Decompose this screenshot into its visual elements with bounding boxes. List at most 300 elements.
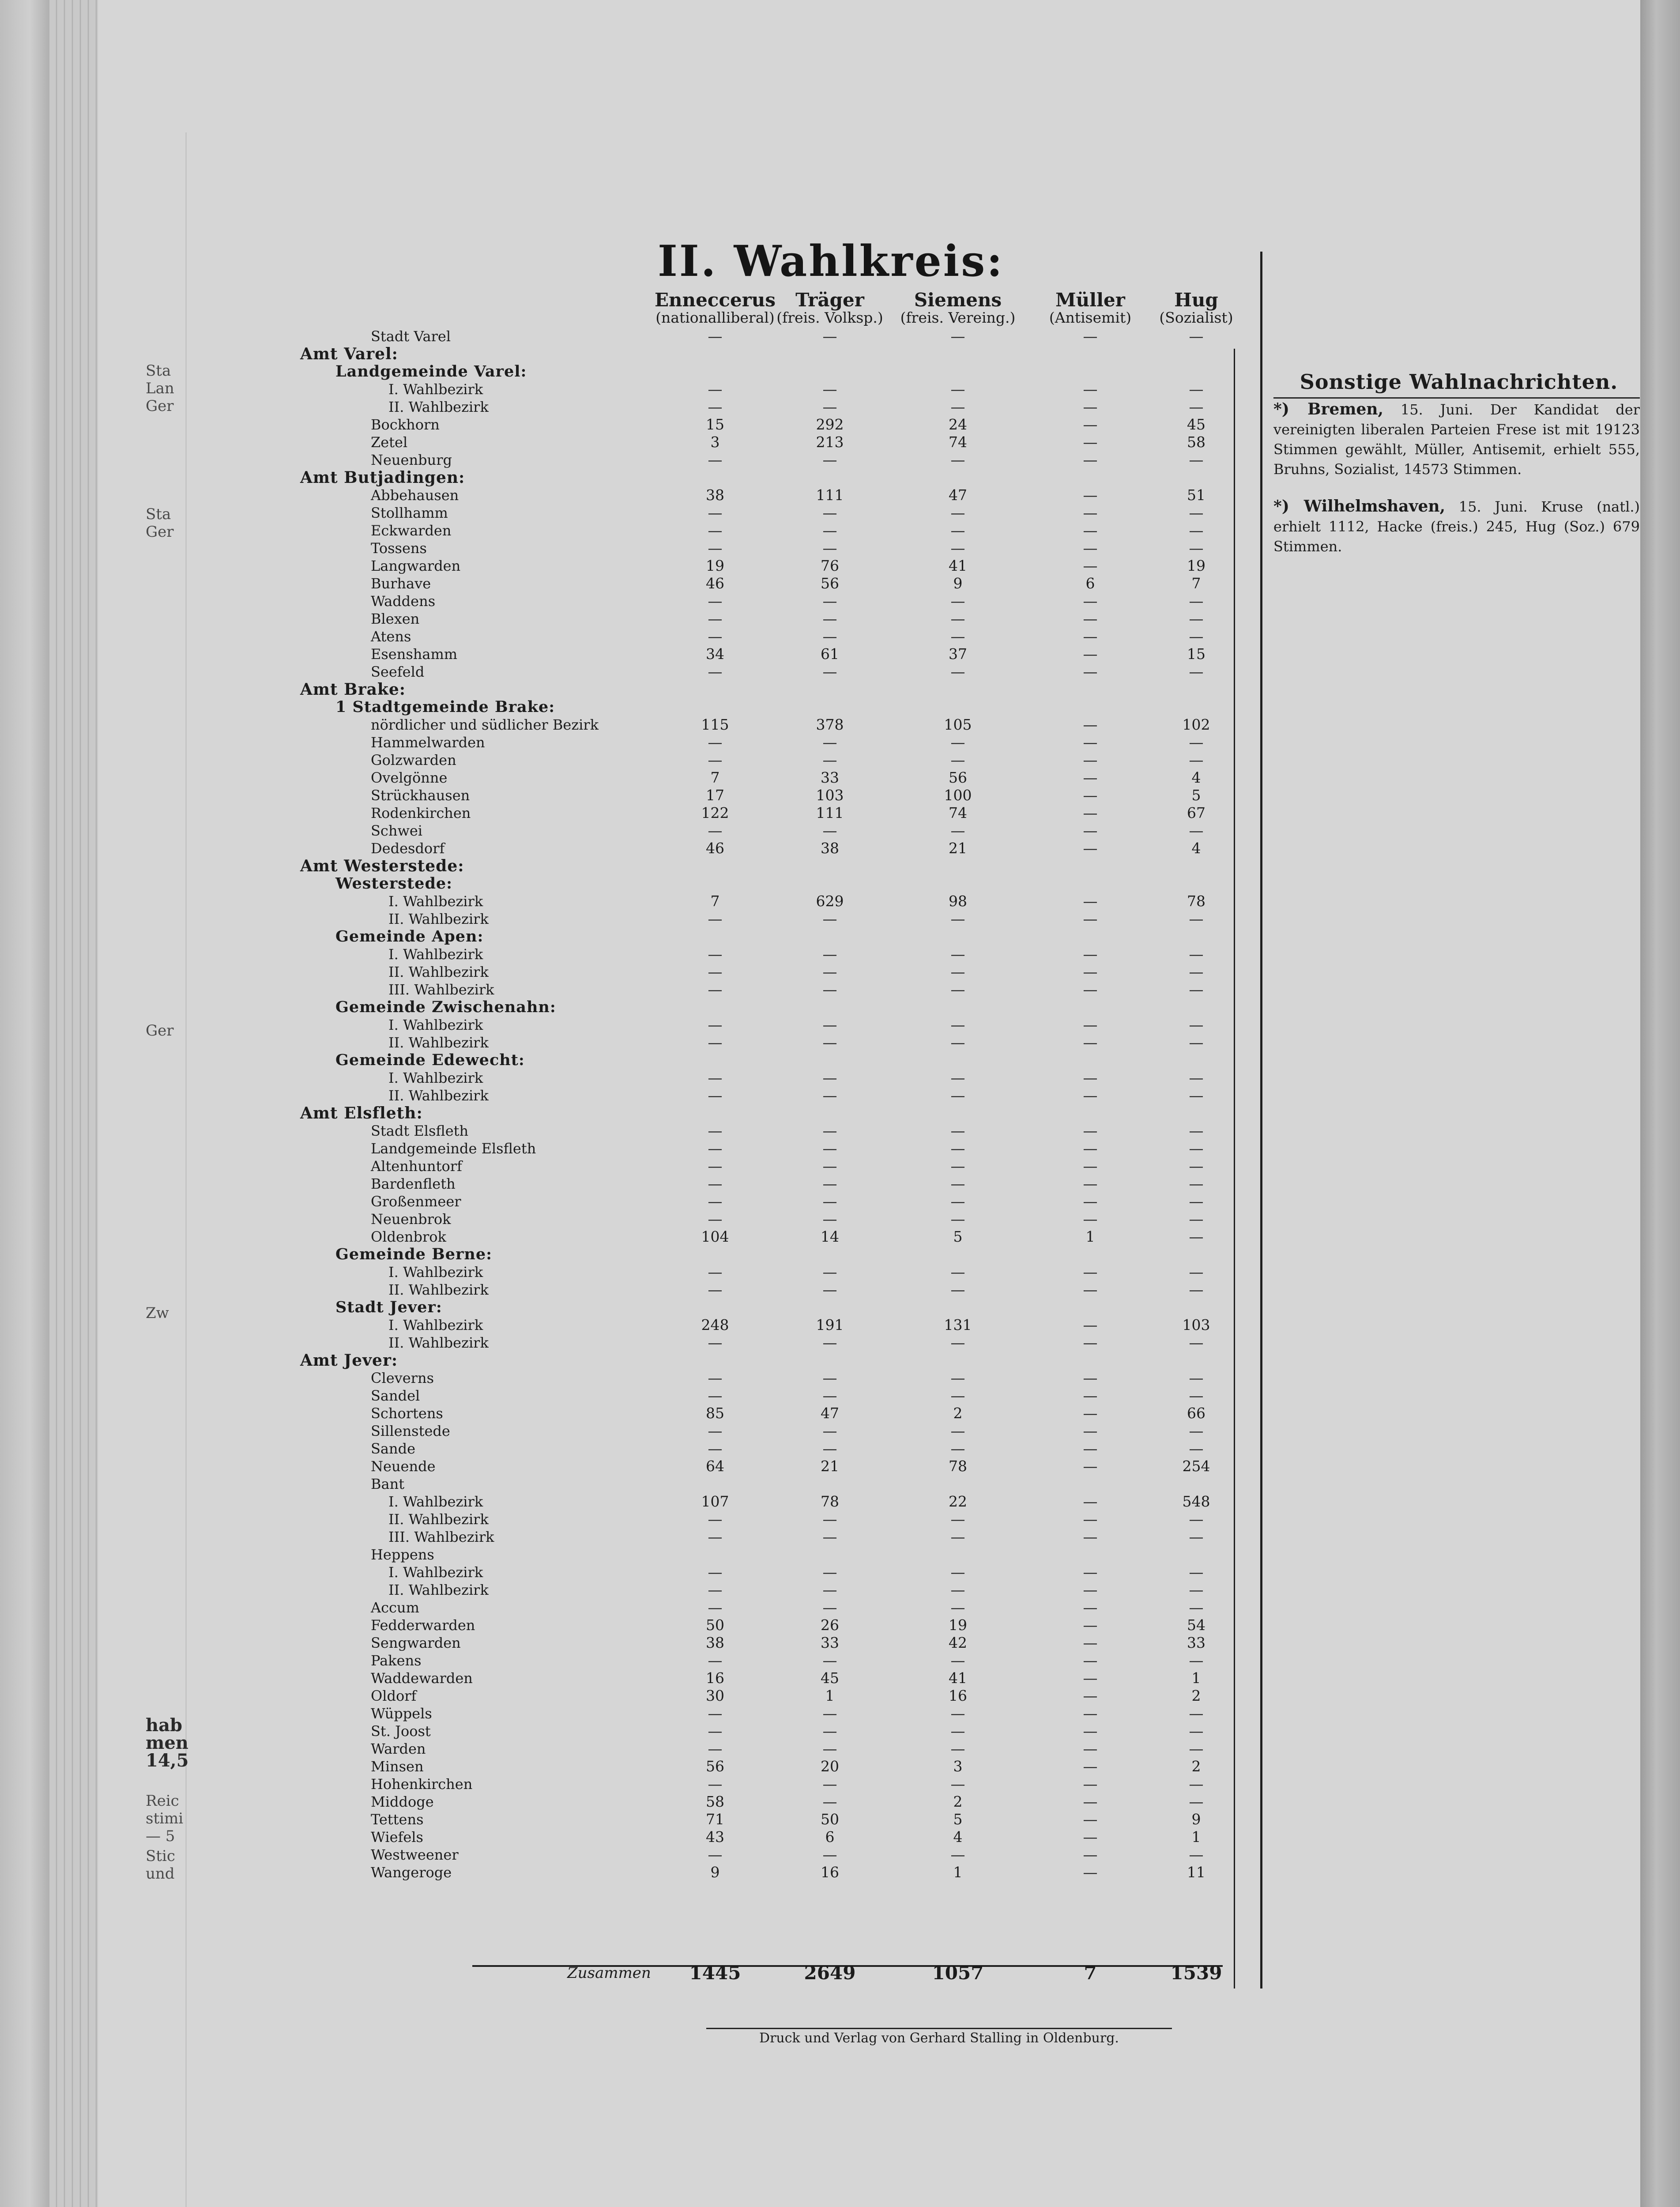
row-label: Gemeinde Edewecht: xyxy=(335,1051,525,1069)
table-row xyxy=(0,1069,1245,1087)
vote-cell: — xyxy=(708,751,723,768)
candidate-name: Träger xyxy=(795,289,864,311)
vote-cell: — xyxy=(822,1422,837,1439)
vote-cell: — xyxy=(822,1263,837,1281)
vote-cell: — xyxy=(1083,1458,1098,1475)
vote-cell: — xyxy=(1083,981,1098,998)
table-row xyxy=(0,663,1245,681)
vote-cell: — xyxy=(950,663,965,680)
vote-cell: — xyxy=(1189,1705,1204,1722)
vote-cell: — xyxy=(1189,1740,1204,1757)
vote-cell: 378 xyxy=(816,716,844,733)
vote-cell: 47 xyxy=(821,1405,839,1422)
vote-cell: — xyxy=(1189,1369,1204,1386)
row-label: Stadt Jever: xyxy=(335,1298,442,1316)
vote-cell: 50 xyxy=(821,1811,839,1828)
row-label: Fedderwarden xyxy=(371,1617,475,1634)
vote-cell: — xyxy=(950,1016,965,1033)
vote-cell: — xyxy=(1189,1281,1204,1298)
vote-cell: 107 xyxy=(701,1493,729,1510)
vote-cell: — xyxy=(1189,1581,1204,1598)
table-row xyxy=(0,328,1245,345)
row-label: Pakens xyxy=(371,1652,422,1669)
vote-cell: — xyxy=(708,1034,723,1051)
vote-cell: 38 xyxy=(706,1634,724,1651)
vote-cell: — xyxy=(950,522,965,539)
vote-cell: — xyxy=(822,663,837,680)
vote-cell: 74 xyxy=(949,804,967,821)
vote-cell: — xyxy=(1083,1864,1098,1881)
vote-cell: — xyxy=(708,1440,723,1457)
bleed-fragment: Reic xyxy=(146,1792,179,1810)
candidate-party: (Sozialist) xyxy=(1159,309,1233,326)
row-label: Schwei xyxy=(371,822,423,839)
table-row xyxy=(0,1599,1245,1616)
row-label: Blexen xyxy=(371,610,420,627)
row-label: Landgemeinde Varel: xyxy=(335,362,527,380)
vote-cell: — xyxy=(822,1140,837,1157)
table-row xyxy=(0,1652,1245,1669)
vote-cell: 78 xyxy=(1187,893,1205,910)
vote-cell: — xyxy=(822,1775,837,1793)
vote-cell: — xyxy=(1083,1334,1098,1351)
vote-cell: 19 xyxy=(949,1616,967,1634)
vote-cell: — xyxy=(1083,1722,1098,1740)
vote-cell: — xyxy=(1083,1616,1098,1634)
vote-cell: — xyxy=(822,628,837,645)
vote-cell: 248 xyxy=(701,1316,729,1333)
table-row xyxy=(0,1528,1245,1546)
vote-cell: 6 xyxy=(825,1828,835,1845)
row-label: Cleverns xyxy=(371,1370,434,1386)
vote-cell: — xyxy=(1083,1846,1098,1863)
row-label: Minsen xyxy=(371,1758,424,1775)
bleed-fragment: Lan xyxy=(146,380,174,397)
vote-cell: — xyxy=(1083,1563,1098,1581)
footer-rule xyxy=(706,2028,1172,2029)
vote-cell: — xyxy=(950,628,965,645)
table-row xyxy=(0,1828,1245,1846)
table-row xyxy=(0,1864,1245,1881)
table-row xyxy=(0,1140,1245,1157)
vote-cell: — xyxy=(708,1122,723,1139)
candidate-party: (nationalliberal) xyxy=(655,309,775,326)
note-bremen xyxy=(1273,399,1640,479)
table-row xyxy=(0,1793,1245,1811)
vote-cell: — xyxy=(950,504,965,521)
vote-cell: — xyxy=(950,1069,965,1086)
vote-cell: — xyxy=(1083,1175,1098,1192)
note-bremen-body: 15. Juni. Der Kandidat der vereinigten liberalen Parteien Frese ist mit 19123 Stimmen gewählt, Müller, Antisemit, erhielt 555, Bruhns, Sozialist, 14573 Stimmen. xyxy=(1273,401,1640,478)
vote-cell: 16 xyxy=(706,1669,724,1687)
vote-cell: — xyxy=(1083,1210,1098,1228)
vote-cell: — xyxy=(822,1440,837,1457)
vote-cell: 67 xyxy=(1187,804,1205,821)
vote-cell: 9 xyxy=(953,575,963,592)
vote-cell: — xyxy=(708,398,723,415)
vote-cell: 1 xyxy=(1191,1669,1201,1687)
vote-cell: 38 xyxy=(821,840,839,857)
table-row xyxy=(0,1705,1245,1722)
vote-cell: 1 xyxy=(1085,1228,1095,1245)
vote-cell: — xyxy=(1083,1016,1098,1033)
vote-cell: 103 xyxy=(816,787,844,804)
vote-cell: — xyxy=(822,1122,837,1139)
vote-cell: — xyxy=(1189,1069,1204,1086)
total-cell: 1057 xyxy=(932,1962,984,1984)
table-row xyxy=(0,398,1245,416)
vote-cell: — xyxy=(708,1069,723,1086)
vote-cell: — xyxy=(1083,1634,1098,1651)
vote-cell: — xyxy=(950,1563,965,1581)
vote-cell: — xyxy=(1189,1599,1204,1616)
vote-cell: — xyxy=(1083,1405,1098,1422)
vote-cell: 58 xyxy=(1187,433,1205,451)
row-label: Accum xyxy=(371,1599,419,1616)
bleed-fragment: stimi xyxy=(146,1810,184,1827)
vote-cell: 74 xyxy=(949,433,967,451)
vote-cell: — xyxy=(708,1652,723,1669)
vote-cell: 2 xyxy=(1191,1687,1201,1704)
vote-cell: — xyxy=(950,1087,965,1104)
table-row xyxy=(0,822,1245,840)
vote-cell: — xyxy=(822,380,837,398)
vote-cell: — xyxy=(1083,804,1098,821)
row-label: Altenhuntorf xyxy=(371,1158,462,1175)
vote-cell: — xyxy=(708,1510,723,1528)
row-label: Hammelwarden xyxy=(371,734,485,751)
vote-cell: — xyxy=(1083,1157,1098,1175)
vote-cell: 85 xyxy=(706,1405,724,1422)
row-label: 1 Stadtgemeinde Brake: xyxy=(335,698,555,716)
total-cell: 2649 xyxy=(804,1962,856,1984)
vote-cell: — xyxy=(1083,1740,1098,1757)
row-label: Amt Elsfleth: xyxy=(300,1104,423,1122)
row-label: Seefeld xyxy=(371,663,425,680)
bleed-fragment: und xyxy=(146,1865,175,1883)
table-row xyxy=(0,681,1245,698)
row-label: Stadt Varel xyxy=(371,328,451,345)
vote-cell: 548 xyxy=(1182,1493,1210,1510)
row-label: I. Wahlbezirk xyxy=(388,1317,483,1333)
table-row xyxy=(0,645,1245,663)
vote-cell: — xyxy=(950,1740,965,1757)
table-row xyxy=(0,1475,1245,1493)
bleed-fragment: hab xyxy=(146,1715,182,1736)
table-row xyxy=(0,1316,1245,1334)
vote-cell: — xyxy=(950,1510,965,1528)
table-row xyxy=(0,893,1245,910)
column-header xyxy=(885,291,1031,327)
table-row xyxy=(0,769,1245,787)
vote-cell: — xyxy=(708,663,723,680)
vote-cell: — xyxy=(1189,592,1204,610)
table-row xyxy=(0,998,1245,1016)
vote-cell: 78 xyxy=(821,1493,839,1510)
row-label: Sillenstede xyxy=(371,1423,450,1439)
vote-cell: — xyxy=(1083,787,1098,804)
vote-cell: 22 xyxy=(949,1493,967,1510)
vote-cell: — xyxy=(1083,416,1098,433)
vote-cell: — xyxy=(822,1016,837,1033)
vote-cell: — xyxy=(1083,734,1098,751)
vote-cell: — xyxy=(1083,1122,1098,1139)
vote-cell: — xyxy=(708,1563,723,1581)
table-row xyxy=(0,1846,1245,1864)
vote-cell: — xyxy=(822,1846,837,1863)
row-label: Amt Butjadingen: xyxy=(300,468,465,487)
column-header xyxy=(757,291,903,327)
table-row xyxy=(0,1193,1245,1210)
table-row xyxy=(0,522,1245,539)
vote-cell: — xyxy=(822,1528,837,1545)
table-row xyxy=(0,1581,1245,1599)
vote-cell: — xyxy=(950,910,965,927)
vote-cell: — xyxy=(708,1740,723,1757)
vote-cell: — xyxy=(708,910,723,927)
row-label: Langwarden xyxy=(371,557,461,574)
vote-cell: — xyxy=(708,981,723,998)
note-bremen-head: *) Bremen, xyxy=(1273,400,1384,418)
row-label: Bant xyxy=(371,1476,405,1492)
vote-cell: 46 xyxy=(706,840,724,857)
row-label: II. Wahlbezirk xyxy=(388,1281,489,1298)
table-row xyxy=(0,486,1245,504)
row-label: Neuenburg xyxy=(371,452,452,468)
row-label: Strückhausen xyxy=(371,787,470,804)
table-row xyxy=(0,363,1245,380)
vote-cell: — xyxy=(950,945,965,963)
vote-cell: — xyxy=(1189,981,1204,998)
vote-cell: — xyxy=(822,822,837,839)
vote-cell: — xyxy=(708,1528,723,1545)
vote-cell: — xyxy=(1083,1387,1098,1404)
bleed-fragment: Ger xyxy=(146,523,174,541)
vote-cell: — xyxy=(708,1387,723,1404)
vote-cell: — xyxy=(1083,822,1098,839)
row-label: II. Wahlbezirk xyxy=(388,1334,489,1351)
row-label: Zetel xyxy=(371,434,408,451)
row-label: III. Wahlbezirk xyxy=(388,981,494,998)
vote-cell: 254 xyxy=(1182,1458,1210,1475)
vote-cell: — xyxy=(950,398,965,415)
vote-cell: 2 xyxy=(953,1405,963,1422)
vote-cell: — xyxy=(822,751,837,768)
vote-cell: — xyxy=(950,1422,965,1439)
vote-cell: — xyxy=(822,522,837,539)
vote-cell: 11 xyxy=(1187,1864,1205,1881)
vote-cell: — xyxy=(1083,840,1098,857)
bleed-fragment: Zw xyxy=(146,1304,169,1322)
vote-cell: 9 xyxy=(1191,1811,1201,1828)
table-row xyxy=(0,1634,1245,1652)
vote-cell: — xyxy=(1189,1775,1204,1793)
vote-cell: 15 xyxy=(1187,645,1205,663)
vote-cell: — xyxy=(1083,663,1098,680)
vote-cell: — xyxy=(1083,945,1098,963)
row-label: Warden xyxy=(371,1740,426,1757)
vote-cell: — xyxy=(822,945,837,963)
vote-cell: 4 xyxy=(1191,840,1201,857)
vote-cell: — xyxy=(822,1334,837,1351)
vote-cell: — xyxy=(708,451,723,468)
vote-cell: 45 xyxy=(1187,416,1205,433)
row-label: nördlicher und südlicher Bezirk xyxy=(371,716,599,733)
vote-cell: — xyxy=(1189,328,1204,345)
table-row xyxy=(0,1775,1245,1793)
vote-cell: — xyxy=(1083,1140,1098,1157)
vote-cell: — xyxy=(1189,451,1204,468)
vote-cell: 3 xyxy=(953,1758,963,1775)
vote-cell: 14 xyxy=(821,1228,839,1245)
vote-cell: — xyxy=(950,1775,965,1793)
vote-cell: — xyxy=(822,734,837,751)
vote-cell: 37 xyxy=(949,645,967,663)
vote-cell: — xyxy=(1083,1422,1098,1439)
row-label: I. Wahlbezirk xyxy=(388,1264,483,1281)
table-row xyxy=(0,1104,1245,1122)
vote-cell: — xyxy=(1189,1263,1204,1281)
row-label: Bardenfleth xyxy=(371,1175,456,1192)
table-row xyxy=(0,628,1245,645)
vote-cell: — xyxy=(950,822,965,839)
vote-cell: 191 xyxy=(816,1316,844,1333)
vote-cell: — xyxy=(950,1281,965,1298)
bleed-fragment: men xyxy=(146,1732,188,1753)
vote-cell: — xyxy=(822,1705,837,1722)
vote-cell: 16 xyxy=(821,1864,839,1881)
vote-cell: — xyxy=(822,1175,837,1192)
vote-cell: — xyxy=(708,504,723,521)
vote-cell: 42 xyxy=(949,1634,967,1651)
row-label: Oldenbrok xyxy=(371,1228,446,1245)
column-header xyxy=(1123,291,1269,327)
vote-cell: — xyxy=(708,1193,723,1210)
vote-cell: — xyxy=(950,1652,965,1669)
vote-cell: — xyxy=(708,1281,723,1298)
row-label: I. Wahlbezirk xyxy=(388,946,483,963)
vote-cell: 33 xyxy=(821,1634,839,1651)
candidate-party: (Antisemit) xyxy=(1049,309,1132,326)
table-row xyxy=(0,539,1245,557)
table-row xyxy=(0,1758,1245,1775)
row-label: Tettens xyxy=(371,1811,424,1828)
total-cell: 1445 xyxy=(689,1962,741,1984)
table-row xyxy=(0,1122,1245,1140)
table-row xyxy=(0,787,1245,804)
vote-cell: — xyxy=(1083,610,1098,627)
table-row xyxy=(0,1051,1245,1069)
row-label: III. Wahlbezirk xyxy=(388,1529,494,1545)
vote-cell: 115 xyxy=(701,716,729,733)
vote-cell: — xyxy=(1189,539,1204,557)
row-label: Burhave xyxy=(371,575,431,592)
vote-cell: 61 xyxy=(821,645,839,663)
vote-cell: 45 xyxy=(821,1669,839,1687)
table-row xyxy=(0,345,1245,363)
row-label: Middoge xyxy=(371,1793,434,1810)
vote-cell: — xyxy=(1189,610,1204,627)
row-label: Sandel xyxy=(371,1387,420,1404)
vote-cell: — xyxy=(950,981,965,998)
vote-cell: — xyxy=(822,610,837,627)
bleed-fragment: Sta xyxy=(146,505,171,523)
vote-cell: — xyxy=(822,398,837,415)
vote-cell: — xyxy=(708,1263,723,1281)
vote-cell: — xyxy=(1083,769,1098,786)
vote-cell: — xyxy=(1189,1387,1204,1404)
vote-cell: — xyxy=(1189,1846,1204,1863)
vote-cell: — xyxy=(1083,628,1098,645)
row-label: I. Wahlbezirk xyxy=(388,1070,483,1086)
vote-cell: — xyxy=(950,1193,965,1210)
vote-cell: — xyxy=(950,380,965,398)
vote-cell: — xyxy=(1083,963,1098,980)
vote-cell: — xyxy=(708,628,723,645)
vote-cell: — xyxy=(822,1193,837,1210)
row-label: Gemeinde Berne: xyxy=(335,1245,493,1263)
table-row xyxy=(0,1722,1245,1740)
vote-cell: 7 xyxy=(1191,575,1201,592)
vote-cell: — xyxy=(708,328,723,345)
row-label: Ovelgönne xyxy=(371,769,448,786)
table-row xyxy=(0,1157,1245,1175)
row-label: Amt Jever: xyxy=(300,1351,398,1370)
vote-cell: 4 xyxy=(1191,769,1201,786)
row-label: Rodenkirchen xyxy=(371,805,471,821)
table-row xyxy=(0,1440,1245,1458)
row-label: II. Wahlbezirk xyxy=(388,964,489,980)
vote-cell: 34 xyxy=(706,645,724,663)
vote-cell: — xyxy=(1083,893,1098,910)
vote-cell: — xyxy=(822,1581,837,1598)
table-row xyxy=(0,1034,1245,1051)
vote-cell: — xyxy=(1189,963,1204,980)
vote-cell: — xyxy=(1083,716,1098,733)
vote-cell: 66 xyxy=(1187,1405,1205,1422)
vote-cell: — xyxy=(950,1157,965,1175)
vote-cell: — xyxy=(708,1016,723,1033)
vote-cell: — xyxy=(708,1846,723,1863)
sidebar-title: Sonstige Wahlnachrichten. xyxy=(1300,370,1618,394)
row-label: St. Joost xyxy=(371,1723,431,1740)
table-row xyxy=(0,1087,1245,1104)
vote-cell: — xyxy=(1083,1034,1098,1051)
vote-cell: — xyxy=(708,1705,723,1722)
candidate-name: Hug xyxy=(1174,289,1218,311)
vote-cell: — xyxy=(822,1652,837,1669)
vote-cell: — xyxy=(1083,1687,1098,1704)
row-label: Sengwarden xyxy=(371,1635,461,1651)
table-row xyxy=(0,928,1245,945)
row-label: Amt Westerstede: xyxy=(300,857,464,875)
vote-cell: 76 xyxy=(821,557,839,574)
vote-cell: — xyxy=(1189,1510,1204,1528)
table-row xyxy=(0,1422,1245,1440)
vote-cell: — xyxy=(1189,628,1204,645)
table-row xyxy=(0,1352,1245,1369)
table-row xyxy=(0,1616,1245,1634)
vote-cell: — xyxy=(1083,1705,1098,1722)
vote-cell: — xyxy=(1083,1652,1098,1669)
vote-cell: — xyxy=(1083,1263,1098,1281)
vote-cell: — xyxy=(950,1034,965,1051)
vote-cell: — xyxy=(708,1210,723,1228)
vote-cell: 64 xyxy=(706,1458,724,1475)
vote-cell: — xyxy=(1083,1510,1098,1528)
vote-cell: — xyxy=(822,504,837,521)
vote-cell: 54 xyxy=(1187,1616,1205,1634)
